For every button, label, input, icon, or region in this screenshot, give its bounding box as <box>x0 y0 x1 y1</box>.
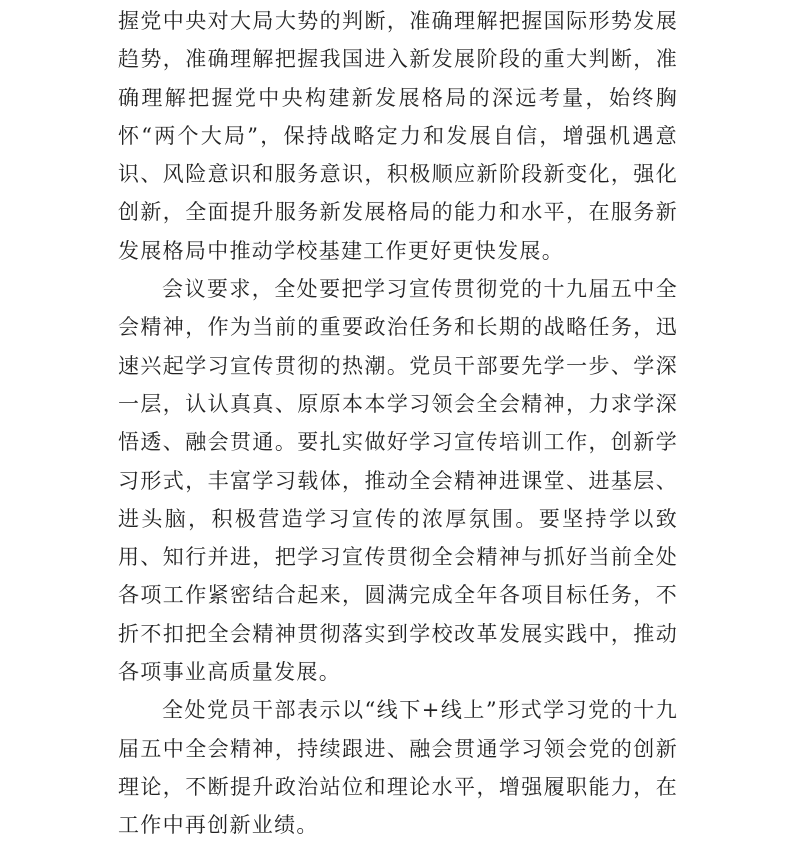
paragraph-3: 全处党员干部表示以“线下+线上”形式学习党的十九届五中全会精神，持续跟进、融会贯通学习领会党的创新理论，不断提升政治站位和理论水平，增强履职能力，在工作中再创新业绩。 <box>118 698 678 838</box>
paragraph-2: 会议要求，全处要把学习宣传贯彻党的十九届五中全会精神，作为当前的重要政治任务和长期的战略任务，迅速兴起学习宣传贯彻的热潮。党员干部要先学一步、学深一层，认认真真、原原本本学习领会全会精神，力求学深悟透、融会贯通。要扎实做好学习宣传培训工作，创新学习形式，丰富学习载体，推动全会精神进课堂、进基层、进头脑，积极营造学习宣传的浓厚氛围。要坚持学以致用、知行并进，把学习宣传贯彻全会精神与抓好当前全处各项工作紧密结合起来，圆满完成全年各项目标任务，不折不扣把全会精神贯彻落实到学校改革发展实践中，推动各项事业高质量发展。 <box>118 277 678 685</box>
document-body <box>118 0 678 845</box>
paragraph-1: 握党中央对大局大势的判断，准确理解把握国际形势发展趋势，准确理解把握我国进入新发展阶段的重大判断，准确理解把握党中央构建新发展格局的深远考量，始终胸怀“两个大局”，保持战略定力和发展自信，增强机遇意识、风险意识和服务意识，积极顺应新阶段新变化，强化创新，全面提升服务新发展格局的能力和水平，在服务新发展格局中推动学校基建工作更好更快发展。 <box>118 9 678 263</box>
